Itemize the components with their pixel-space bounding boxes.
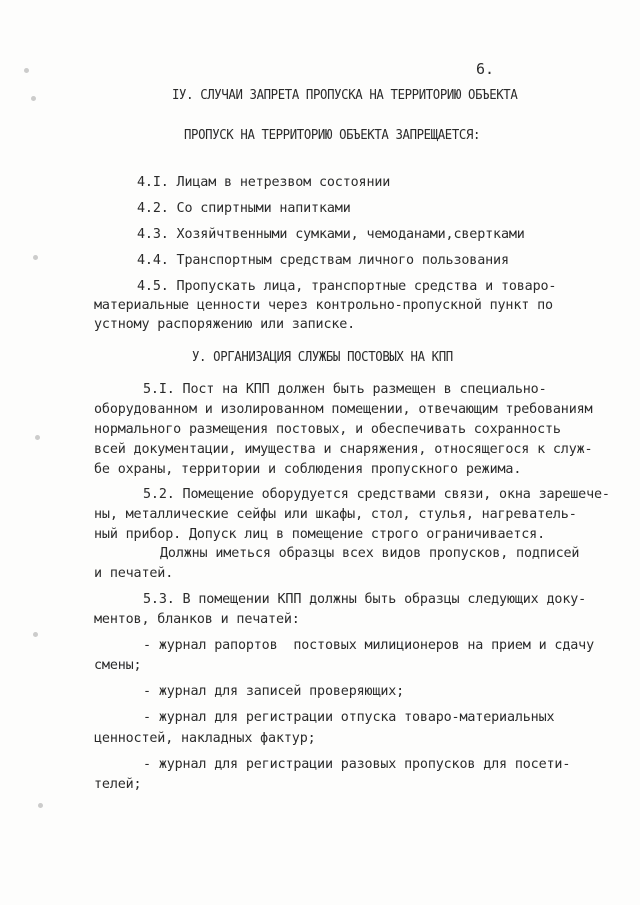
section4-title: IУ. СЛУЧАИ ЗАПРЕТА ПРОПУСКА НА ТЕРРИТОРИЮ ОБЪЕКТА <box>172 88 518 103</box>
scan-mark <box>31 96 36 101</box>
section5-p1-line: бе охраны, территории и соблюдения пропускного режима. <box>94 462 522 477</box>
section5-p1-line: 5.I. Пост на КПП должен быть размещен в специально- <box>143 382 547 397</box>
section4-item5-line: 4.5. Пропускать лица, транспортные средства и товаро- <box>137 279 557 294</box>
section4-subtitle: ПРОПУСК НА ТЕРРИТОРИЮ ОБЪЕКТА ЗАПРЕЩАЕТСЯ: <box>184 128 481 143</box>
section5-list-item: ценностей, накладных фактур; <box>94 731 316 746</box>
section5-p3-line: ментов, бланков и печатей: <box>94 612 300 627</box>
scan-mark <box>33 255 38 260</box>
section5-list-item: - журнал для записей проверяющих; <box>143 684 405 699</box>
section4-item: 4.4. Транспортным средствам личного пользования <box>137 253 509 268</box>
section4-item5-line: устному распоряжению или записке. <box>94 317 356 332</box>
scan-mark <box>24 68 29 73</box>
scan-mark <box>33 632 38 637</box>
section5-list-item: - журнал для регистрации отпуска товаро-материальных <box>143 710 555 725</box>
section5-p2-line: Должны иметься образцы всех видов пропусков, подписей <box>160 546 580 561</box>
section5-p3-line: 5.3. В помещении КПП должны быть образцы следующих доку- <box>143 592 587 607</box>
section5-p2-line: 5.2. Помещение оборудуется средствами связи, окна зарешече- <box>143 487 610 502</box>
section5-list-item: - журнал для регистрации разовых пропусков для посети- <box>143 757 571 772</box>
section4-item: 4.2. Со спиртными напитками <box>137 201 351 216</box>
section4-item: 4.3. Хозяйчтвенными сумками, чемоданами,свертками <box>137 227 525 242</box>
section5-title: У. ОРГАНИЗАЦИЯ СЛУЖБЫ ПОСТОВЫХ НА КПП <box>192 350 453 365</box>
section5-list-item: смены; <box>94 658 142 673</box>
section5-list-item: - журнал рапортов постовых милиционеров на прием и сдачу <box>143 638 594 653</box>
section5-p2-line: и печатей. <box>94 566 174 581</box>
section5-p1-line: нормального размещения постовых, и обеспечивать сохранность <box>94 422 561 437</box>
section5-p2-line: ны, металлические сейфы или шкафы, стол, стулья, нагреватель- <box>94 507 577 522</box>
section5-p1-line: всей документации, имущества и снаряжения, относящегося к служ- <box>94 442 593 457</box>
section5-p2-line: ный прибор. Допуск лиц в помещение строго ограничивается. <box>94 527 545 542</box>
section4-item: 4.I. Лицам в нетрезвом состоянии <box>137 175 391 190</box>
section4-item5-line: материальные ценности через контрольно-пропускной пункт по <box>94 298 553 313</box>
scan-mark <box>38 803 43 808</box>
section5-p1-line: оборудованном и изолированном помещении, отвечающим требованиям <box>94 402 593 417</box>
scan-mark <box>35 435 40 440</box>
page-number: 6. <box>476 60 495 78</box>
section5-list-item: телей; <box>94 777 142 792</box>
